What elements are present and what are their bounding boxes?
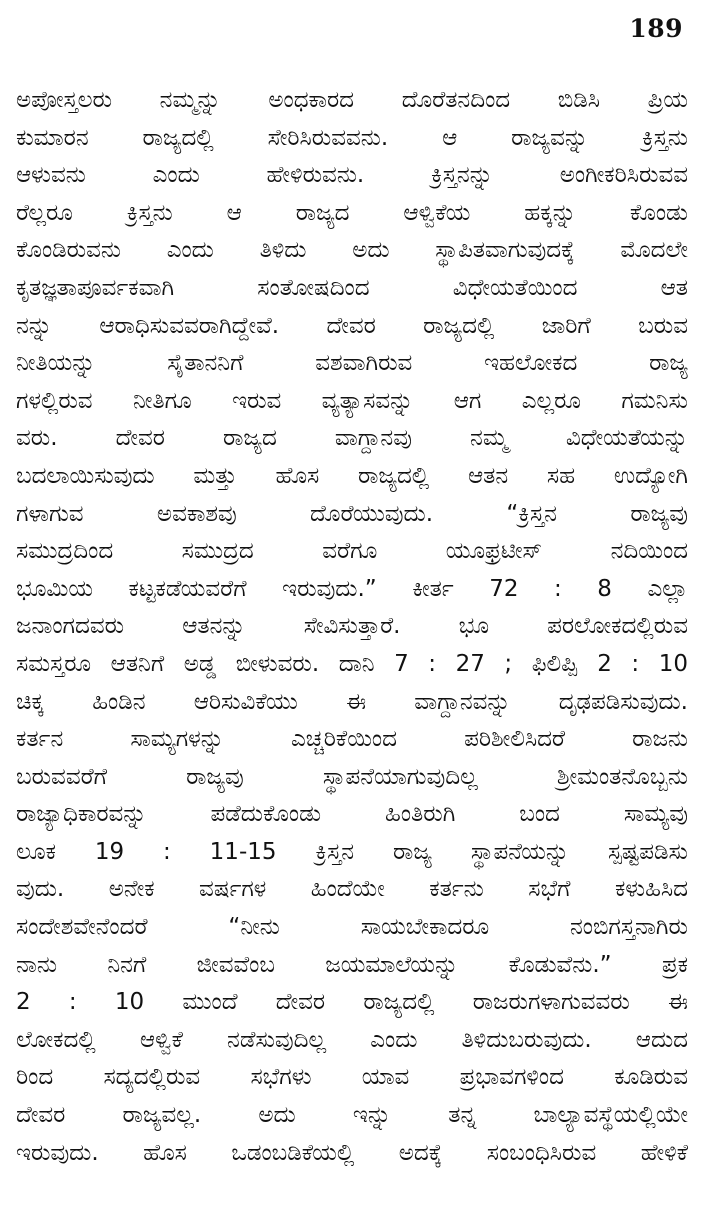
text-line: ಬರುವವರೆಗೆ ರಾಜ್ಯವು ಸ್ಥಾಪನೆಯಾಗುವುದಿಲ್ಲ ಶ್ರೀಮಂತನೊಬ್ಬನು <box>16 763 688 790</box>
text-line: ಗಳಲ್ಲಿರುವ ನೀತಿಗೂ ಇರುವ ವ್ಯತ್ಯಾಸವನ್ನು ಆಗ ಎಲ್ಲರೂ ಗಮನಿಸು <box>16 387 688 414</box>
text-line: ಸಮಸ್ತರೂ ಆತನಿಗೆ ಅಡ್ಡ ಬೀಳುವರು. ದಾನಿ 7 : 27 ; ಫಿಲಿಪ್ಪಿ 2 : 10 <box>16 650 688 677</box>
text-line: ಕುಮಾರನ ರಾಜ್ಯದಲ್ಲಿ ಸೇರಿಸಿರುವವನು. ಆ ರಾಜ್ಯವನ್ನು ಕ್ರಿಸ್ತನು <box>16 124 688 151</box>
text-line: ಇರುವುದು. ಹೊಸ ಒಡಂಬಡಿಕೆಯಲ್ಲಿ ಅದಕ್ಕೆ ಸಂಬಂಧಿಸಿರುವ ಹೇಳಿಕೆ <box>16 1139 688 1166</box>
text-line: ಕರ್ತನ ಸಾಮ್ಯಗಳನ್ನು ಎಚ್ಚರಿಕೆಯಿಂದ ಪರಿಶೀಲಿಸಿದರೆ ರಾಜನು <box>16 726 688 753</box>
text-line: ವರು. ದೇವರ ರಾಜ್ಯದ ವಾಗ್ದಾನವು ನಮ್ಮ ವಿಧೇಯತೆಯನ್ನು <box>16 425 688 452</box>
text-line: ಸಂದೇಶವೇನೆಂದರೆ “ನೀನು ಸಾಯಬೇಕಾದರೂ ನಂಬಿಗಸ್ತನಾಗಿರು <box>16 914 688 941</box>
text-line: ದೇವರ ರಾಜ್ಯವಲ್ಲ. ಅದು ಇನ್ನು ತನ್ನ ಬಾಲ್ಯಾವಸ್ಥೆಯಲ್ಲಿಯೇ <box>16 1102 688 1129</box>
text-line: ಬದಲಾಯಿಸುವುದು ಮತ್ತು ಹೊಸ ರಾಜ್ಯದಲ್ಲಿ ಆತನ ಸಹ ಉದ್ಯೋಗಿ <box>16 462 688 489</box>
text-line: ಸಮುದ್ರದಿಂದ ಸಮುದ್ರದ ವರೆಗೂ ಯೂಫ್ರಟೀಸ್ ನದಿಯಿಂದ <box>16 538 688 565</box>
text-line: ವುದು. ಅನೇಕ ವರ್ಷಗಳ ಹಿಂದೆಯೇ ಕರ್ತನು ಸಭೆಗೆ ಕಳುಹಿಸಿದ <box>16 876 688 903</box>
text-line: ಗಳಾಗುವ ಅವಕಾಶವು ದೊರೆಯುವುದು. “ಕ್ರಿಸ್ತನ ರಾಜ್ಯವು <box>16 500 688 527</box>
text-line: ನೀತಿಯನ್ನು ಸೈತಾನನಿಗೆ ವಶವಾಗಿರುವ ಇಹಲೋಕದ ರಾಜ್ಯ <box>16 350 688 377</box>
text-line: ರಾಜ್ಯಾಧಿಕಾರವನ್ನು ಪಡೆದುಕೊಂಡು ಹಿಂತಿರುಗಿ ಬಂದ ಸಾಮ್ಯವು <box>16 801 688 828</box>
text-line: ಅಪೋಸ್ತಲರು ನಮ್ಮನ್ನು ಅಂಧಕಾರದ ದೊರೆತನದಿಂದ ಬಿಡಿಸಿ ಪ್ರಿಯ <box>16 87 688 113</box>
text-line: ನನ್ನು ಆರಾಧಿಸುವವರಾಗಿದ್ದೇವೆ. ದೇವರ ರಾಜ್ಯದಲ್ಲಿ ಜಾರಿಗೆ ಬರುವ <box>16 312 688 339</box>
text-line: ಲೂಕ 19 : 11-15 ಕ್ರಿಸ್ತನ ರಾಜ್ಯ ಸ್ಥಾಪನೆಯನ್ನು ಸ್ಪಷ್ಟಪಡಿಸು <box>16 838 688 865</box>
page-number: 189 <box>629 14 683 43</box>
text-line: ಕೃತಜ್ಞತಾಪೂರ್ವಕವಾಗಿ ಸಂತೋಷದಿಂದ ವಿಧೇಯತೆಯಿಂದ ಆತ <box>16 274 688 301</box>
text-line: ಆಳುವನು ಎಂದು ಹೇಳಿರುವನು. ಕ್ರಿಸ್ತನನ್ನು ಅಂಗೀಕರಿಸಿರುವವ <box>16 162 688 189</box>
text-line: ಜನಾಂಗದವರು ಆತನನ್ನು ಸೇವಿಸುತ್ತಾರೆ. ಭೂ ಪರಲೋಕದಲ್ಲಿರುವ <box>16 613 688 640</box>
text-line: ಭೂಮಿಯ ಕಟ್ಟಕಡೆಯವರೆಗೆ ಇರುವುದು.” ಕೀರ್ತ 72 : 8 ಎಲ್ಲಾ <box>16 575 688 602</box>
body-text <box>16 82 688 1172</box>
text-line: ಲೋಕದಲ್ಲಿ ಆಳ್ವಿಕೆ ನಡೆಸುವುದಿಲ್ಲ ಎಂದು ತಿಳಿದುಬರುವುದು. ಆದುದ <box>16 1026 688 1053</box>
text-line: ಚಿಕ್ಕ ಹಿಂಡಿನ ಆರಿಸುವಿಕೆಯು ಈ ವಾಗ್ದಾನವನ್ನು ದೃಢಪಡಿಸುವುದು. <box>16 688 688 715</box>
text-line: 2 : 10 ಮುಂದೆ ದೇವರ ರಾಜ್ಯದಲ್ಲಿ ರಾಜರುಗಳಾಗುವವರು ಈ <box>16 989 688 1016</box>
text-line: ಕೊಂಡಿರುವನು ಎಂದು ತಿಳಿದು ಅದು ಸ್ಥಾಪಿತವಾಗುವುದಕ್ಕೆ ಮೊದಲೇ <box>16 237 688 264</box>
text-line: ನಾನು ನಿನಗೆ ಜೀವವೆಂಬ ಜಯಮಾಲೆಯನ್ನು ಕೊಡುವೆನು.” ಪ್ರಕ <box>16 951 688 978</box>
text-line: ರಿಂದ ಸದ್ಯದಲ್ಲಿರುವ ಸಭೆಗಳು ಯಾವ ಪ್ರಭಾವಗಳಿಂದ ಕೂಡಿರುವ <box>16 1064 688 1091</box>
text-line: ರೆಲ್ಲರೂ ಕ್ರಿಸ್ತನು ಆ ರಾಜ್ಯದ ಆಳ್ವಿಕೆಯ ಹಕ್ಕನ್ನು ಕೊಂಡು <box>16 199 688 226</box>
